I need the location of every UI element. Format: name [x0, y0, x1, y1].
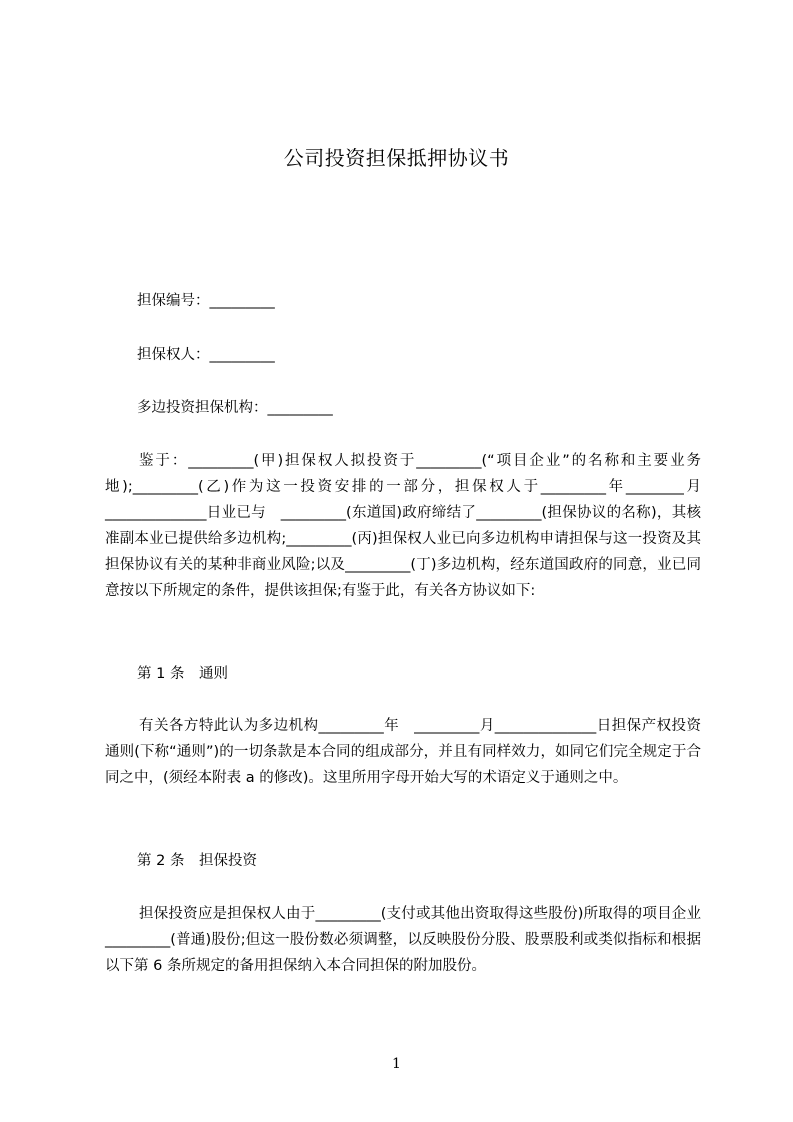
guarantee-number-field: 担保编号：_________: [137, 293, 275, 309]
guarantee-holder-field: 担保权人：_________: [137, 347, 275, 363]
page-number: 1: [392, 1056, 401, 1072]
document-title: 公司投资担保抵押协议书: [283, 146, 510, 170]
article-1-body: 有关各方特此认为多边机构_________年 _________月______________日担保产权投资通则(下称“通则”)的一切条款是本合同的组成部分，并且有同样效力，如同它们完全规定于合同之中，(须经本附表 a 的修改)。这里所用字母开始大写的术语定义于通则之中。: [105, 718, 701, 786]
miga-agency-field: 多边投资担保机构：_________: [137, 400, 333, 416]
article-1-heading: 第 1 条 通则: [137, 666, 228, 682]
article-2-body: 担保投资应是担保权人由于_________(支付或其他出资取得这些股份)所取得的项目企业_________(普通)股份;但这一股份数必须调整，以反映股份分股、股票股利或类似指标和根据以下第 6 条所规定的备用担保纳入本合同担保的附加股份。: [105, 906, 701, 974]
article-2-heading: 第 2 条 担保投资: [137, 853, 257, 869]
preamble-paragraph: 鉴于：_________(甲)担保权人拟投资于_________(“项目企业”的名称和主要业务地);_________(乙)作为这一投资安排的一部分，担保权人于_________年________月______________日业已与 _________(东道国)政府缔结了_________(担保协议的名称)，其核准副本业已提供给多边机构;_________(丙)担保权人业已向多边机构申请担保与这一投资及其担保协议有关的某种非商业风险;以及_________(丁)多边机构，经东道国政府的同意，业已同意按以下所规定的条件，提供该担保;有鉴于此，有关各方协议如下:: [105, 453, 701, 599]
